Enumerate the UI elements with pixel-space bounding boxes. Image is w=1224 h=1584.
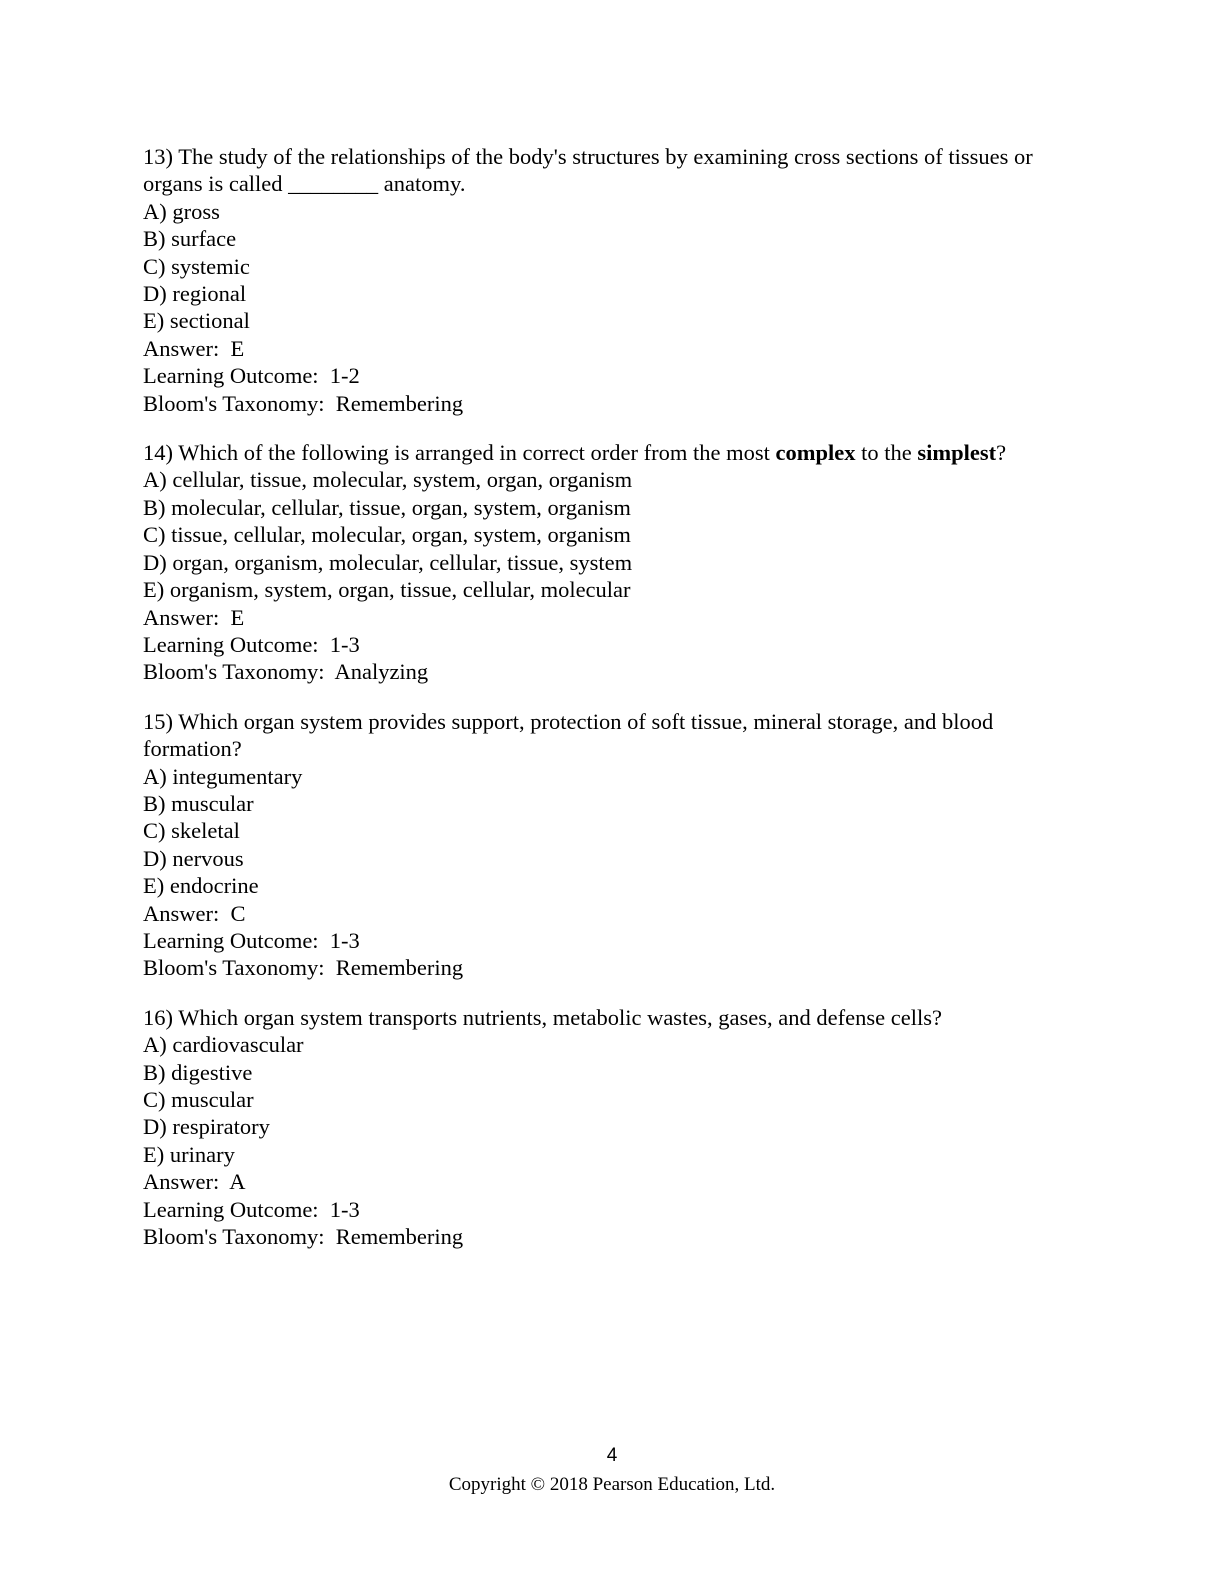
page-number: 4 bbox=[606, 1445, 618, 1466]
question-text-part: 14) Which of the following is arranged in correct order from the most bbox=[143, 440, 776, 466]
learning-outcome: Learning Outcome: 1-3 bbox=[143, 1196, 360, 1222]
option-e: E) urinary bbox=[143, 1141, 235, 1167]
option-b: B) digestive bbox=[143, 1059, 253, 1085]
learning-outcome: Learning Outcome: 1-2 bbox=[143, 363, 360, 389]
question-13 bbox=[143, 143, 1083, 417]
blooms-taxonomy: Bloom's Taxonomy: Remembering bbox=[143, 390, 464, 416]
answer: Answer: A bbox=[143, 1169, 246, 1195]
option-c: C) systemic bbox=[143, 253, 250, 279]
option-d: D) regional bbox=[143, 281, 247, 307]
option-d: D) nervous bbox=[143, 845, 244, 871]
option-d: D) organ, organism, molecular, cellular, tissue, system bbox=[143, 549, 633, 575]
blooms-taxonomy: Bloom's Taxonomy: Remembering bbox=[143, 955, 464, 981]
option-a: A) cellular, tissue, molecular, system, organ, organism bbox=[143, 467, 633, 493]
option-c: C) skeletal bbox=[143, 818, 240, 844]
learning-outcome: Learning Outcome: 1-3 bbox=[143, 927, 360, 953]
emphasis-complex: complex bbox=[775, 440, 856, 466]
copyright-notice: Copyright © 2018 Pearson Education, Ltd. bbox=[448, 1474, 776, 1495]
option-b: B) molecular, cellular, tissue, organ, system, organism bbox=[143, 494, 631, 520]
option-a: A) gross bbox=[143, 198, 220, 224]
option-b: B) surface bbox=[143, 226, 237, 252]
question-14 bbox=[143, 439, 1083, 686]
option-a: A) cardiovascular bbox=[143, 1032, 304, 1058]
question-text-part: to the bbox=[855, 440, 918, 466]
answer: Answer: E bbox=[143, 604, 245, 630]
question-15 bbox=[143, 708, 1083, 982]
option-c: C) muscular bbox=[143, 1087, 254, 1112]
question-text bbox=[143, 439, 1083, 466]
option-c: C) tissue, cellular, molecular, organ, system, organism bbox=[143, 522, 631, 548]
option-e: E) endocrine bbox=[143, 873, 259, 899]
question-text: 16) Which organ system transports nutrients, metabolic wastes, gases, and defense cells? bbox=[143, 1004, 942, 1030]
blooms-taxonomy: Bloom's Taxonomy: Analyzing bbox=[143, 659, 429, 685]
question-text: 13) The study of the relationships of the body's structures by examining cross sections of tissues or organs is called ________ anatomy. bbox=[143, 144, 1033, 197]
option-e: E) organism, system, organ, tissue, cellular, molecular bbox=[143, 577, 631, 603]
question-text: 15) Which organ system provides support, protection of soft tissue, mineral storage, and blood formation? bbox=[143, 708, 994, 762]
emphasis-simplest: simplest bbox=[917, 440, 997, 466]
option-e: E) sectional bbox=[143, 308, 250, 334]
option-a: A) integumentary bbox=[143, 763, 303, 789]
question-text-part: ? bbox=[996, 440, 1007, 466]
option-d: D) respiratory bbox=[143, 1114, 270, 1140]
option-b: B) muscular bbox=[143, 790, 254, 816]
learning-outcome: Learning Outcome: 1-3 bbox=[143, 631, 360, 657]
answer: Answer: C bbox=[143, 900, 246, 926]
answer: Answer: E bbox=[143, 335, 245, 361]
blooms-taxonomy: Bloom's Taxonomy: Remembering bbox=[143, 1224, 464, 1250]
question-list bbox=[143, 143, 1083, 1272]
question-16 bbox=[143, 1004, 1083, 1251]
